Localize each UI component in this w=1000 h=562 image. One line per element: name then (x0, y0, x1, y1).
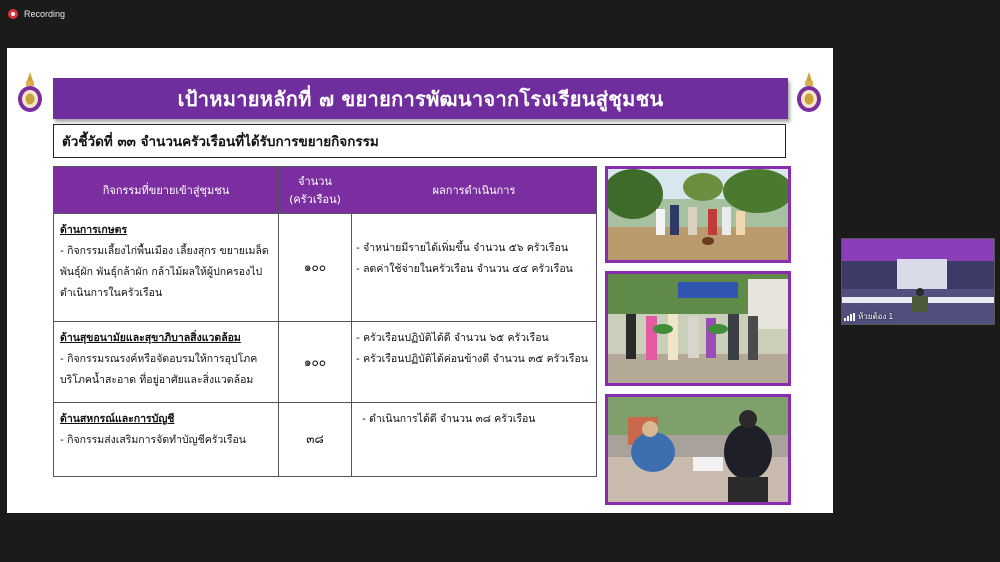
category-label: ด้านการเกษตร (60, 224, 128, 236)
activity-text: - กิจกรรมรณรงค์หรือจัดอบรมให้การอุปโภคบริโภคน้ำสะอาด ที่อยู่อาศัยและสิ่งแวดล้อม (60, 353, 258, 386)
header-count-line1: จำนวน (298, 175, 332, 188)
participant-name: ห้วยต้อง 1 (858, 312, 894, 321)
table-header-row (54, 167, 597, 214)
indicator-box (53, 124, 786, 158)
header-count-line2: (ครัวเรือน) (289, 193, 341, 206)
recording-label: Recording (24, 9, 66, 19)
recording-indicator (8, 6, 65, 22)
result-item: - ลดค่าใช้จ่ายในครัวเรือน จำนวน ๔๔ ครัวเรือน (356, 263, 573, 275)
category-label: ด้านสุขอนามัยและสุขาภิบาลสิ่งแวดล้อม (60, 332, 241, 344)
table-row (54, 322, 597, 403)
result-item: - ครัวเรือนปฏิบัติได้ค่อนข้างดี จำนวน ๓๕ ครัวเรือน (356, 353, 588, 365)
header-count (279, 167, 352, 214)
signal-bars-icon (844, 313, 855, 321)
slide-title-banner (53, 78, 788, 119)
activity-text: - กิจกรรมเลี้ยงไก่พื้นเมือง เลี้ยงสุกร ขยายเมล็ดพันธุ์ผัก พันธุ์กล้าผัก กล้าไม้ผลให้ผู้ปกครองไปดำเนินการในครัวเรือน (60, 245, 269, 299)
school-emblem-left-icon (17, 72, 43, 114)
activity-photo-health (605, 271, 791, 386)
slide-title: เป้าหมายหลักที่ ๗ ขยายการพัฒนาจากโรงเรียนสู่ชุมชน (177, 86, 664, 111)
activity-photo-accounting (605, 394, 791, 505)
table-row (54, 214, 597, 322)
count-cell: ๑๐๐ (279, 322, 352, 403)
result-item: - จำหน่ายมีรายได้เพิ่มขึ้น จำนวน ๕๖ ครัวเรือน (356, 242, 569, 254)
table-row (54, 403, 597, 477)
activity-cell (54, 214, 279, 322)
result-cell (352, 214, 597, 322)
count-cell: ๓๘ (279, 403, 352, 477)
category-label: ด้านสหกรณ์และการบัญชี (60, 413, 175, 425)
count-cell: ๑๐๐ (279, 214, 352, 322)
header-result: ผลการดำเนินการ (352, 167, 597, 214)
result-cell (352, 322, 597, 403)
record-icon (8, 9, 18, 19)
school-emblem-right-icon (796, 72, 822, 114)
result-item: - ดำเนินการได้ดี จำนวน ๓๘ ครัวเรือน (362, 413, 536, 425)
activity-photo-agriculture (605, 166, 791, 263)
indicator-text: ตัวชี้วัดที่ ๓๓ จำนวนครัวเรือนที่ได้รับการขยายกิจกรรม (62, 134, 379, 150)
activity-cell (54, 403, 279, 477)
result-item: - ครัวเรือนปฏิบัติได้ดี จำนวน ๖๕ ครัวเรือน (356, 332, 549, 344)
activity-cell (54, 322, 279, 403)
activity-text: - กิจกรรมส่งเสริมการจัดทำบัญชีครัวเรือน (60, 434, 246, 446)
participant-name-label (844, 310, 893, 323)
participant-video-tile[interactable] (841, 238, 995, 325)
header-activity: กิจกรรมที่ขยายเข้าสู่ชุมชน (54, 167, 279, 214)
activity-table (53, 166, 597, 477)
result-cell (352, 403, 597, 477)
